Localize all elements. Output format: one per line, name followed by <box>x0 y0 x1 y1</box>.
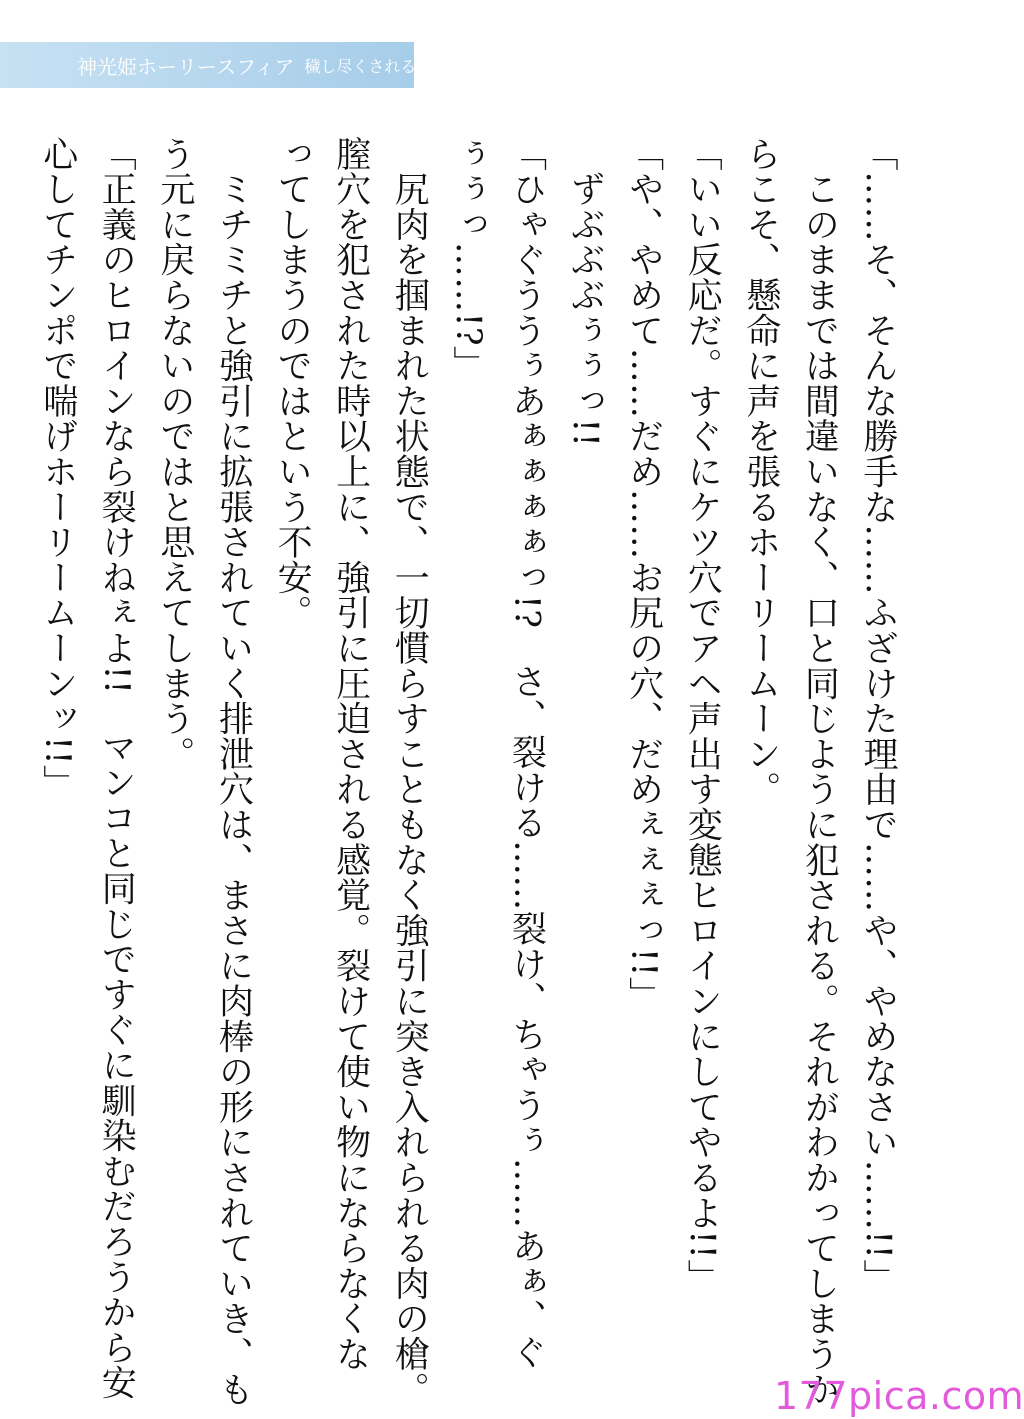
vertical-text-body <box>37 136 907 1407</box>
text-line: ってしまうのではという不安。 <box>272 136 313 631</box>
text-line: ずぶぶぶぅぅっ!! <box>565 136 606 448</box>
header-band <box>0 42 449 88</box>
book-title: 神光姫ホーリースフィア <box>77 54 295 79</box>
text-line: らこそ、懸命に声を張るホーリームーン。 <box>740 136 781 807</box>
text-line: 「ひゃぐううぅあぁぁぁぁっ!? さ、裂ける……裂け、ちゃうぅ……あぁ、ぐ <box>506 136 547 1370</box>
text-line: 「正義のヒロインなら裂けねぇよ!! マンコと同じですぐに馴染むだろうから安 <box>96 136 137 1401</box>
text-line: ミチミチと強引に拡張されていく排泄穴は、まさに肉棒の形にされていき、も <box>213 136 254 1407</box>
text-line: 尻肉を掴まれた状態で、一切慣らすこともなく強引に突き入れられる肉の槍。 <box>389 136 430 1407</box>
text-line: 「いい反応だ。すぐにケツ穴でアヘ声出す変態ヒロインにしてやるよ!!」 <box>682 136 723 1295</box>
text-line: 「や、やめて……だめ……お尻の穴、だめぇぇぇっ!!」 <box>623 136 664 1012</box>
text-line: 心してチンポで喘げホーリームーンッ!!」 <box>37 136 78 801</box>
site-watermark: 177pica.com <box>774 1374 1024 1418</box>
text-line: このままでは間違いなく、口と同じように犯される。それがわかってしまうか <box>799 136 840 1407</box>
text-line: う元に戻らないのではと思えてしまう。 <box>154 136 195 772</box>
chapter-subtitle: 穢し尽くされる正義 <box>304 56 449 76</box>
text-line: ぅぅっ……!?」 <box>447 136 488 382</box>
text-line: 「……そ、そんな勝手な……ふざけた理由で……や、やめなさい……!!」 <box>858 136 898 1295</box>
text-line: 膣穴を犯された時以上に、強引に圧迫される感覚。裂けて使い物にならなくな <box>330 136 371 1372</box>
